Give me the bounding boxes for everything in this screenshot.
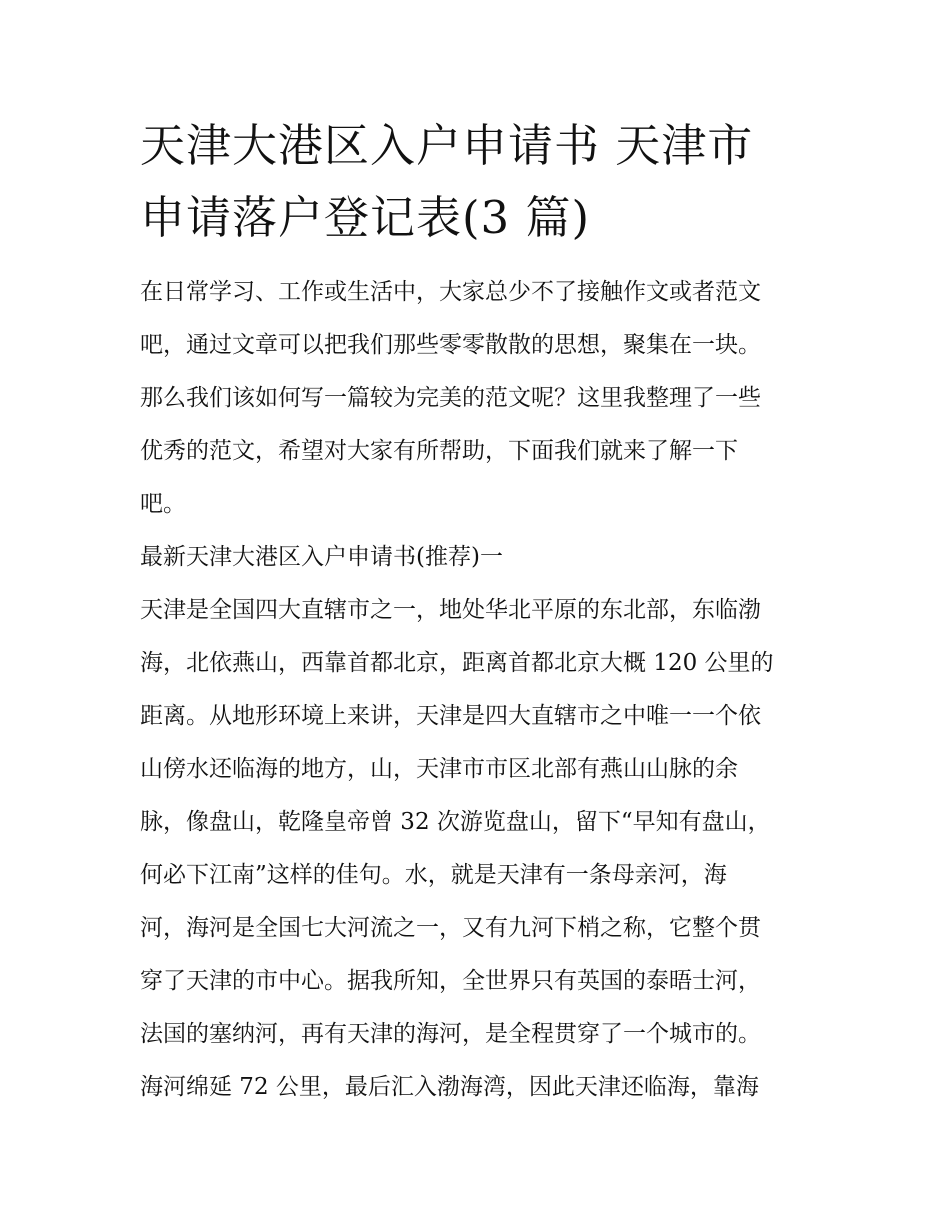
section-heading — [140, 531, 820, 584]
body-paragraph — [140, 584, 820, 1114]
intro-line: 在日常学习、工作或生活中，大家总少不了接触作文或者范文 — [140, 279, 761, 305]
body-line: 河，海河是全国七大河流之一，又有九河下梢之称，它整个贯 — [140, 915, 761, 941]
intro-line: 吧，通过文章可以把我们那些零零散散的思想，聚集在一块。 — [140, 332, 761, 358]
body-line: 海河绵延 72 公里，最后汇入渤海湾，因此天津还临海，靠海 — [140, 1074, 759, 1100]
intro-paragraph — [140, 266, 820, 531]
title-line: 天津大港区入户申请书 天津市 — [140, 119, 754, 172]
document-title — [140, 110, 820, 254]
intro-line: 那么我们该如何写一篇较为完美的范文呢？这里我整理了一些 — [140, 385, 761, 411]
body-line: 法国的塞纳河，再有天津的海河，是全程贯穿了一个城市的。 — [140, 1021, 761, 1047]
title-line: 申请落户登记表(3 篇) — [140, 191, 591, 244]
body-line: 山傍水还临海的地方，山，天津市市区北部有燕山山脉的余 — [140, 756, 738, 782]
body-line: 何必下江南”这样的佳句。水，就是天津有一条母亲河，海 — [140, 862, 727, 888]
intro-line: 优秀的范文，希望对大家有所帮助，下面我们就来了解一下 — [140, 438, 738, 464]
body-line: 距离。从地形环境上来讲，天津是四大直辖市之中唯一一个依 — [140, 703, 761, 729]
body-line: 脉，像盘山，乾隆皇帝曾 32 次游览盘山，留下“早知有盘山， — [140, 809, 771, 835]
document-page — [140, 110, 820, 1114]
body-line: 天津是全国四大直辖市之一，地处华北平原的东北部，东临渤 — [140, 597, 761, 623]
body-line: 海，北依燕山，西靠首都北京，距离首都北京大概 120 公里的 — [140, 650, 774, 676]
body-line: 穿了天津的市中心。据我所知，全世界只有英国的泰晤士河， — [140, 968, 761, 994]
intro-line: 吧。 — [140, 491, 186, 517]
section-heading-text: 最新天津大港区入户申请书(推荐)一 — [140, 544, 503, 570]
